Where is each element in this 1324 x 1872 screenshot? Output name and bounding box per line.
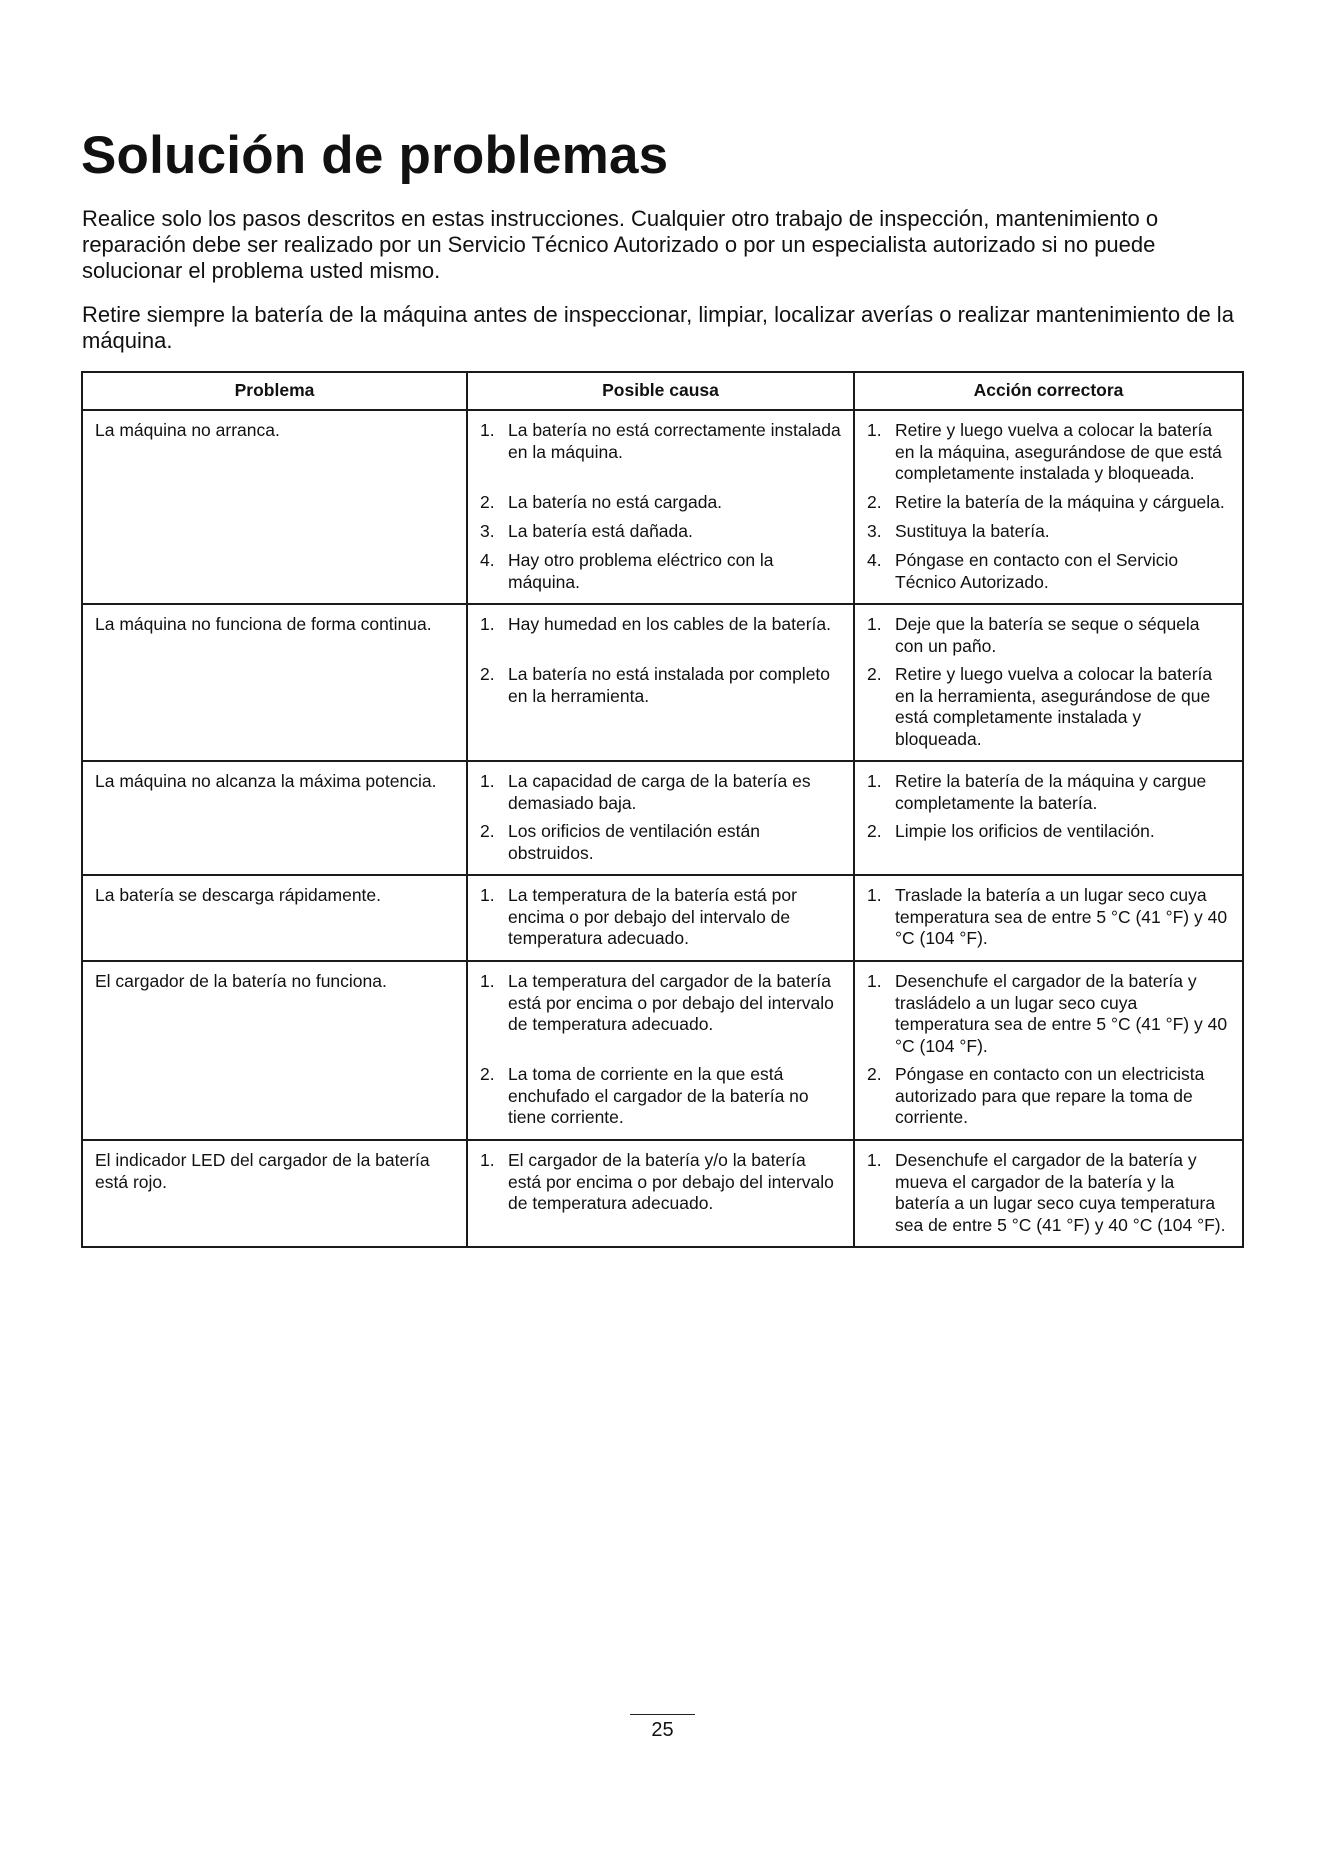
table-row [82,761,1243,875]
action-item [867,550,1232,593]
item-number: 1. [867,614,882,634]
item-number: 2. [480,1064,495,1084]
action-list [867,1150,1232,1236]
item-text: La temperatura del cargador de la batería está por encima o por debajo del intervalo de temperatura adecuado. [508,971,834,1034]
action-list [867,971,1232,1129]
cause-item [480,521,843,543]
cause-cell [467,875,854,961]
item-text: El cargador de la batería y/o la batería está por encima o por debajo del intervalo de temperatura adecuado. [508,1150,834,1213]
action-item [867,1064,1232,1129]
cause-cell [467,761,854,875]
item-number: 1. [867,771,882,791]
cause-item [480,771,843,814]
item-number: 1. [480,420,495,440]
cause-item [480,821,843,864]
action-item [867,821,1232,864]
action-list [867,771,1232,864]
cause-list [480,771,843,864]
cause-list [480,614,843,750]
action-item [867,614,1232,657]
action-item [867,492,1232,514]
action-item [867,1150,1232,1236]
item-number: 2. [867,664,882,684]
cause-cell [467,604,854,761]
cause-cell [467,1140,854,1247]
item-number: 3. [867,521,882,541]
item-text: Hay humedad en los cables de la batería. [508,614,831,634]
item-text: Retire la batería de la máquina y cargue completamente la batería. [895,771,1207,813]
item-text: La batería no está correctamente instalada en la máquina. [508,420,841,462]
header-problem: Problema [82,372,467,410]
footer-rule [630,1714,695,1715]
table-header-row [82,372,1243,410]
item-number: 1. [480,614,495,634]
item-text: La toma de corriente en la que está enchufado el cargador de la batería no tiene corriente. [508,1064,809,1127]
item-number: 1. [480,771,495,791]
intro-paragraph-1: Realice solo los pasos descritos en estas instrucciones. Cualquier otro trabajo de inspección, mantenimiento o reparación debe ser realizado por un Servicio Técnico Autorizado o por un especialista autorizado si no puede solucionar el problema usted mismo. [82,206,1159,283]
cause-list [480,971,843,1129]
item-number: 2. [867,821,882,841]
action-cell [854,410,1243,604]
action-item [867,885,1232,950]
item-text: Los orificios de ventilación están obstruidos. [508,821,760,863]
table-row [82,604,1243,761]
page-number: 25 [651,1719,674,1741]
item-text: La capacidad de carga de la batería es demasiado baja. [508,771,811,813]
item-text: Hay otro problema eléctrico con la máquina. [508,550,774,592]
item-number: 1. [867,1150,882,1170]
action-list [867,885,1232,950]
item-number: 2. [480,664,495,684]
cause-item [480,971,843,1057]
item-text: Retire la batería de la máquina y cárguela. [895,492,1225,512]
item-number: 2. [867,1064,882,1084]
action-item [867,521,1232,543]
item-text: La batería no está instalada por completo en la herramienta. [508,664,831,706]
problem-cell: La batería se descarga rápidamente. [82,875,467,961]
item-text: La batería está dañada. [508,521,693,541]
problem-cell: El cargador de la batería no funciona. [82,961,467,1140]
troubleshooting-table [81,371,1244,1248]
action-list [867,420,1232,593]
action-cell [854,961,1243,1140]
action-cell [854,604,1243,761]
cause-cell [467,410,854,604]
item-number: 1. [480,885,495,905]
page-title: Solución de problemas [81,126,669,185]
cause-list [480,420,843,593]
item-number: 1. [480,1150,495,1170]
item-text: Desenchufe el cargador de la batería y trasládelo a un lugar seco cuya temperatura sea de entre 5 °C (41 °F) y 40 °C (104 °F). [895,971,1228,1056]
action-cell [854,761,1243,875]
action-item [867,971,1232,1057]
cause-item [480,1150,843,1236]
action-item [867,664,1232,750]
item-number: 2. [480,821,495,841]
problem-cell: El indicador LED del cargador de la batería está rojo. [82,1140,467,1247]
problem-cell: La máquina no alcanza la máxima potencia. [82,761,467,875]
action-item [867,771,1232,814]
cause-item [480,614,843,657]
table-row [82,410,1243,604]
item-text: Deje que la batería se seque o séquela con un paño. [895,614,1200,656]
cause-cell [467,961,854,1140]
header-possible-cause: Posible causa [467,372,854,410]
item-text: Póngase en contacto con el Servicio Técnico Autorizado. [895,550,1179,592]
item-text: Sustituya la batería. [895,521,1050,541]
item-number: 1. [480,971,495,991]
problem-cell: La máquina no arranca. [82,410,467,604]
table-row [82,961,1243,1140]
table-row [82,875,1243,961]
item-number: 3. [480,521,495,541]
intro-paragraph-2: Retire siempre la batería de la máquina antes de inspeccionar, limpiar, localizar averías o realizar mantenimiento de la máquina. [82,302,1234,353]
action-cell [854,1140,1243,1247]
item-text: Retire y luego vuelva a colocar la batería en la herramienta, asegurándose de que está completamente instalada y bloqueada. [895,664,1213,749]
cause-item [480,550,843,593]
cause-item [480,492,843,514]
action-item [867,420,1232,485]
table-row [82,1140,1243,1247]
cause-item [480,1064,843,1129]
item-text: Desenchufe el cargador de la batería y mueva el cargador de la batería y la batería a un lugar seco cuya temperatura sea de entre 5 °C (41 °F) y 40 °C (104 °F). [895,1150,1226,1235]
item-number: 2. [480,492,495,512]
item-number: 4. [867,550,882,570]
item-text: Póngase en contacto con un electricista autorizado para que repare la toma de corriente. [895,1064,1205,1127]
header-corrective-action: Acción correctora [854,372,1243,410]
cause-item [480,664,843,750]
action-cell [854,875,1243,961]
action-list [867,614,1232,750]
item-number: 1. [867,885,882,905]
cause-item [480,885,843,950]
cause-list [480,885,843,950]
item-text: Limpie los orificios de ventilación. [895,821,1155,841]
item-number: 1. [867,420,882,440]
item-text: La temperatura de la batería está por encima o por debajo del intervalo de temperatura adecuado. [508,885,797,948]
item-text: Retire y luego vuelva a colocar la batería en la máquina, asegurándose de que está completamente instalada y bloqueada. [895,420,1222,483]
item-text: La batería no está cargada. [508,492,723,512]
problem-cell: La máquina no funciona de forma continua. [82,604,467,761]
cause-list [480,1150,843,1236]
item-number: 4. [480,550,495,570]
cause-item [480,420,843,485]
item-number: 1. [867,971,882,991]
item-number: 2. [867,492,882,512]
item-text: Traslade la batería a un lugar seco cuya temperatura sea de entre 5 °C (41 °F) y 40 °C (104 °F). [895,885,1228,948]
table-body [82,410,1243,1247]
